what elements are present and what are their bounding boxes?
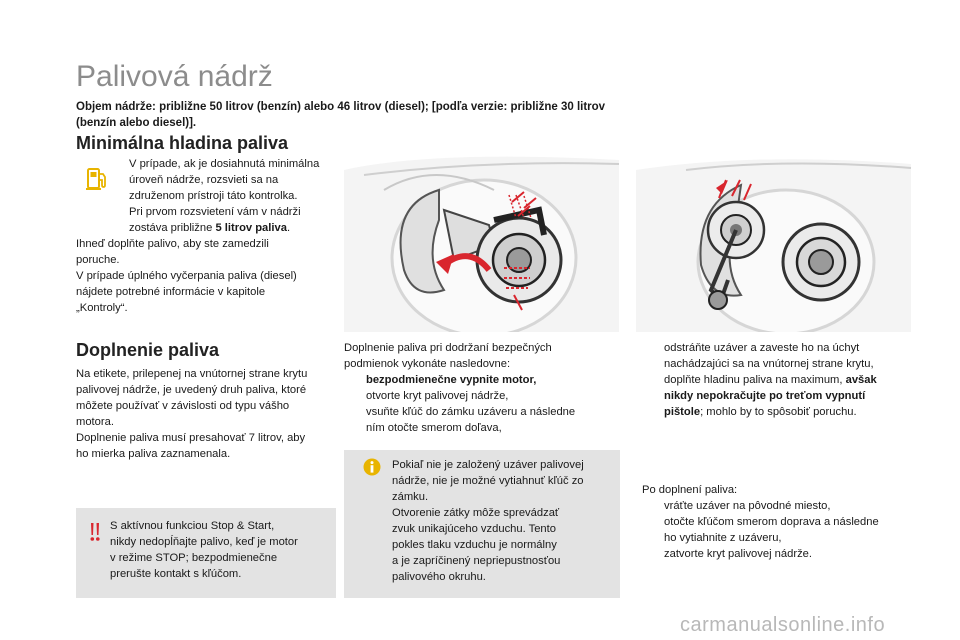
info-text — [392, 457, 617, 585]
text-line: Na etikete, prilepenej na vnútornej strane krytu — [76, 368, 308, 380]
text-line: nádrže, nie je možné vytiahnuť kľúč zo — [392, 475, 584, 487]
text-bold: pištole — [664, 406, 701, 418]
text-line: pokles tlaku vzduchu je normálny — [392, 539, 557, 551]
bullet-item — [344, 372, 624, 388]
bullet-item — [642, 498, 914, 514]
text-line: S aktívnou funkciou Stop & Start, — [110, 520, 275, 532]
text-span: ním otočte smerom doľava, — [366, 422, 502, 434]
text-line: Pokiaľ nie je založený uzáver palivovej — [392, 459, 584, 471]
text-line: Po doplnení paliva: — [642, 484, 738, 496]
text-line: palivovej nádrže, je uvedený druh paliva, ktoré — [76, 384, 307, 396]
right-instructions — [642, 340, 914, 420]
min-level-intro — [129, 156, 349, 236]
warning-text — [110, 518, 330, 582]
text-line: V prípade úplného vyčerpania paliva (diesel) — [76, 270, 297, 282]
bullet-item — [642, 546, 914, 562]
watermark: carmanualsonline.info — [680, 614, 886, 636]
text-span: ho vytiahnite z uzáveru, — [664, 532, 782, 544]
after-refuel-instructions — [642, 482, 914, 562]
text-line — [129, 220, 349, 236]
text-span: zatvorte kryt palivovej nádrže. — [664, 548, 812, 560]
bullet-item — [344, 404, 624, 436]
bullet-item — [642, 514, 914, 546]
exclamation-warning-icon — [84, 521, 106, 543]
text-line: poruche. — [76, 254, 120, 266]
text-line: „Kontroly“. — [76, 302, 128, 314]
text-span: otvorte kryt palivovej nádrže, — [366, 390, 509, 402]
text-line: Otvorenie zátky môže sprevádzať — [392, 507, 560, 519]
text-line: zvuk unikajúceho vzduchu. Tento — [392, 523, 556, 535]
text-line: Pri prvom rozsvietení vám v nádrži — [129, 206, 301, 218]
page-title: Palivová nádrž — [76, 60, 273, 93]
text-line: úroveň nádrže, rozsvieti sa na — [129, 174, 279, 186]
refuel-heading: Doplnenie paliva — [76, 340, 220, 360]
text-line: palivového okruhu. — [392, 571, 486, 583]
text-line: v režime STOP; bezpodmienečne — [110, 552, 278, 564]
illustration-remove-cap — [636, 150, 912, 332]
text-span: vráťte uzáver na pôvodné miesto, — [664, 500, 831, 512]
text-line: Doplnenie paliva musí presahovať 7 litrov, aby — [76, 432, 306, 444]
text-span: doplňte hladinu paliva na maximum, — [664, 374, 846, 386]
text-line: a je zapríčinený nepriepustnosťou — [392, 555, 561, 567]
text-span: vsuňte kľúč do zámku uzáveru a následne — [366, 406, 576, 418]
text-span: . — [286, 222, 291, 234]
text-span: nachádzajúci sa na vnútornej strane krytu, — [664, 358, 874, 370]
text-line: nájdete potrebné informácie v kapitole — [76, 286, 266, 298]
min-level-heading: Minimálna hladina paliva — [76, 133, 289, 153]
text-line: podmienok vykonáte nasledovne: — [344, 358, 511, 370]
bullet-item — [344, 388, 624, 404]
text-line: prerušte kontakt s kľúčom. — [110, 568, 242, 580]
bullet-item — [642, 372, 914, 420]
text-line: Ihneď doplňte palivo, aby ste zamedzili — [76, 238, 269, 250]
fuel-pump-icon — [84, 165, 112, 193]
info-icon — [363, 458, 381, 476]
middle-instructions — [344, 340, 624, 436]
text-line: zámku. — [392, 491, 429, 503]
text-line: združenom prístroji táto kontrolka. — [129, 190, 298, 202]
text-line: môžete používať v závislosti od typu vášho — [76, 400, 290, 412]
text-bold: avšak — [845, 374, 877, 386]
text-span: otočte kľúčom smerom doprava a následne — [664, 516, 879, 528]
text-line: motora. — [76, 416, 114, 428]
text-line: ho mierka paliva zaznamenala. — [76, 448, 231, 460]
text-bold: nikdy nepokračujte po treťom vypnutí — [664, 390, 866, 402]
refuel-body — [76, 366, 346, 462]
min-level-body — [76, 236, 346, 316]
bullet-item — [642, 340, 914, 372]
text-span: odstráňte uzáver a zaveste ho na úchyt — [664, 342, 860, 354]
text-line: nikdy nedopĺňajte palivo, keď je motor — [110, 536, 298, 548]
text-bold: 5 litrov paliva — [215, 222, 287, 234]
page-subtitle: Objem nádrže: približne 50 litrov (benzín) alebo 46 litrov (diesel); [podľa verzie: približne 30 litrov (benzín alebo diesel)]. — [76, 101, 606, 129]
text-span: ; mohlo by to spôsobiť poruchu. — [700, 406, 857, 418]
text-span: zostáva približne — [129, 222, 216, 234]
text-line: V prípade, ak je dosiahnutá minimálna — [129, 158, 320, 170]
text-line: Doplnenie paliva pri dodržaní bezpečných — [344, 342, 552, 354]
text-bold: bezpodmienečne vypnite motor, — [366, 374, 537, 386]
illustration-open-flap — [344, 150, 620, 332]
